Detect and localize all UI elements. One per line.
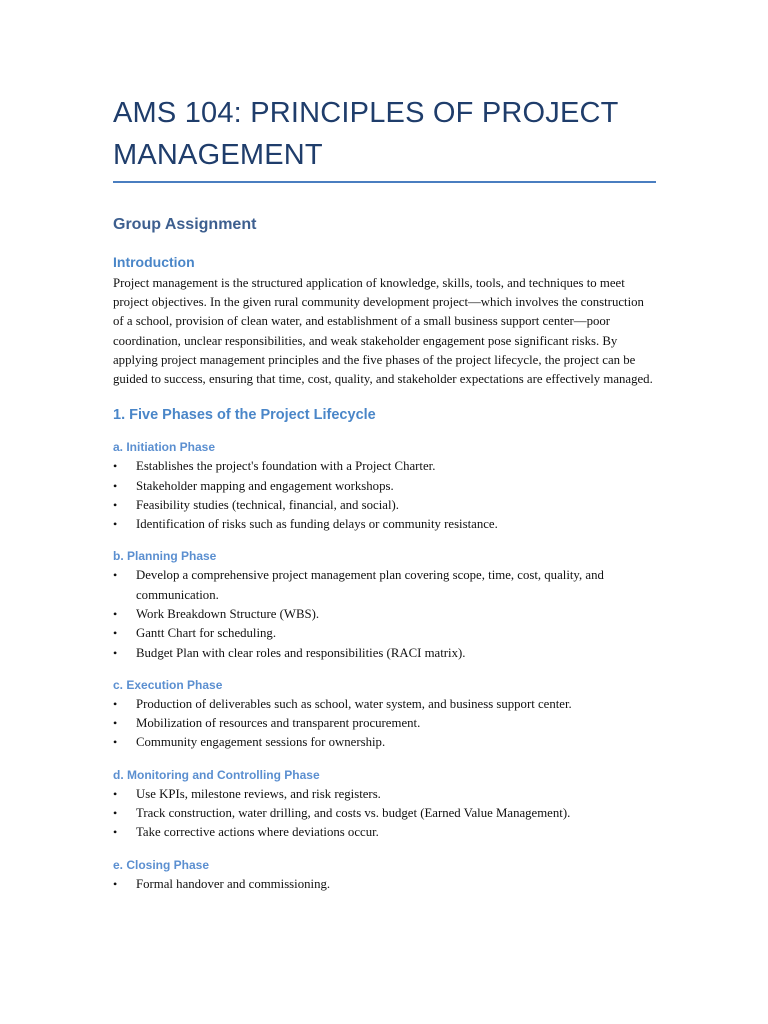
phase-bullet-list xyxy=(113,785,656,843)
bullet-icon: • xyxy=(113,626,118,641)
list-item-text: Develop a comprehensive project management plan covering scope, time, cost, quality, and communication. xyxy=(136,568,604,602)
list-item xyxy=(113,566,656,605)
introduction-paragraph: Project management is the structured application of knowledge, skills, tools, and techniques to meet project objectives. In the given rural community development project—which involves the construction of a school, provision of clean water, and establishment of a small business support center—poor coordination, unclear responsibilities, and weak stakeholder engagement pose significant risks. By applying project management principles and the five phases of the project lifecycle, the project can be guided to success, ensuring that time, cost, quality, and stakeholder expectations are effectively managed. xyxy=(113,276,653,387)
bullet-icon: • xyxy=(113,517,118,532)
list-item-text: Mobilization of resources and transparent procurement. xyxy=(136,716,421,731)
phase-heading: b. Planning Phase xyxy=(113,549,217,564)
title-divider xyxy=(113,181,656,183)
bullet-icon: • xyxy=(113,607,118,621)
list-item xyxy=(113,804,656,823)
list-item xyxy=(113,785,656,804)
list-item xyxy=(113,605,656,624)
bullet-icon: • xyxy=(113,735,118,750)
list-item xyxy=(113,624,656,643)
phase-bullet-list xyxy=(113,695,656,753)
bullet-icon: • xyxy=(113,696,118,711)
list-item xyxy=(113,733,656,752)
list-item xyxy=(113,515,656,534)
list-item xyxy=(113,823,656,842)
list-item-text: Community engagement sessions for ownership. xyxy=(136,735,386,750)
list-item xyxy=(113,875,656,894)
bullet-icon: • xyxy=(113,459,118,474)
section-heading-lifecycle: 1. Five Phases of the Project Lifecycle xyxy=(113,407,376,424)
phase-heading: a. Initiation Phase xyxy=(113,440,216,455)
list-item-text: Take corrective actions where deviations occur. xyxy=(136,825,379,840)
assignment-subtitle: Group Assignment xyxy=(113,216,257,233)
phases-container xyxy=(113,439,656,894)
list-item-text: Formal handover and commissioning. xyxy=(136,876,331,891)
document-content xyxy=(113,92,656,894)
list-item-text: Production of deliverables such as school, water system, and business support center. xyxy=(136,696,572,711)
list-item-text: Feasibility studies (technical, financial, and social). xyxy=(136,497,399,512)
bullet-icon: • xyxy=(113,568,118,583)
list-item xyxy=(113,457,656,476)
list-item-text: Establishes the project's foundation with a Project Charter. xyxy=(136,459,436,474)
bullet-icon: • xyxy=(113,645,118,660)
phase-heading: e. Closing Phase xyxy=(113,857,210,872)
list-item-text: Budget Plan with clear roles and responsibilities (RACI matrix). xyxy=(136,645,466,660)
phase-heading: d. Monitoring and Controlling Phase xyxy=(113,767,320,782)
list-item-text: Track construction, water drilling, and costs vs. budget (Earned Value Management). xyxy=(136,806,571,821)
list-item xyxy=(113,644,656,663)
bullet-icon: • xyxy=(113,497,118,512)
phase-bullet-list xyxy=(113,457,656,534)
bullet-icon: • xyxy=(113,716,118,731)
bullet-icon: • xyxy=(113,876,118,891)
list-item-text: Stakeholder mapping and engagement workshops. xyxy=(136,478,394,493)
list-item xyxy=(113,695,656,714)
introduction-heading: Introduction xyxy=(113,254,195,270)
bullet-icon: • xyxy=(113,786,118,801)
bullet-icon: • xyxy=(113,806,118,821)
list-item-text: Work Breakdown Structure (WBS). xyxy=(136,607,320,621)
phase-bullet-list xyxy=(113,566,656,662)
list-item-text: Gantt Chart for scheduling. xyxy=(136,626,277,641)
document-title: AMS 104: PRINCIPLES OF PROJECT MANAGEMENT xyxy=(113,97,619,171)
list-item xyxy=(113,714,656,733)
list-item-text: Use KPIs, milestone reviews, and risk registers. xyxy=(136,786,381,801)
list-item xyxy=(113,496,656,515)
phase-bullet-list xyxy=(113,875,656,894)
list-item-text: Identification of risks such as funding delays or community resistance. xyxy=(136,517,498,532)
bullet-icon: • xyxy=(113,825,118,840)
bullet-icon: • xyxy=(113,478,118,493)
list-item xyxy=(113,477,656,496)
phase-heading: c. Execution Phase xyxy=(113,677,223,692)
